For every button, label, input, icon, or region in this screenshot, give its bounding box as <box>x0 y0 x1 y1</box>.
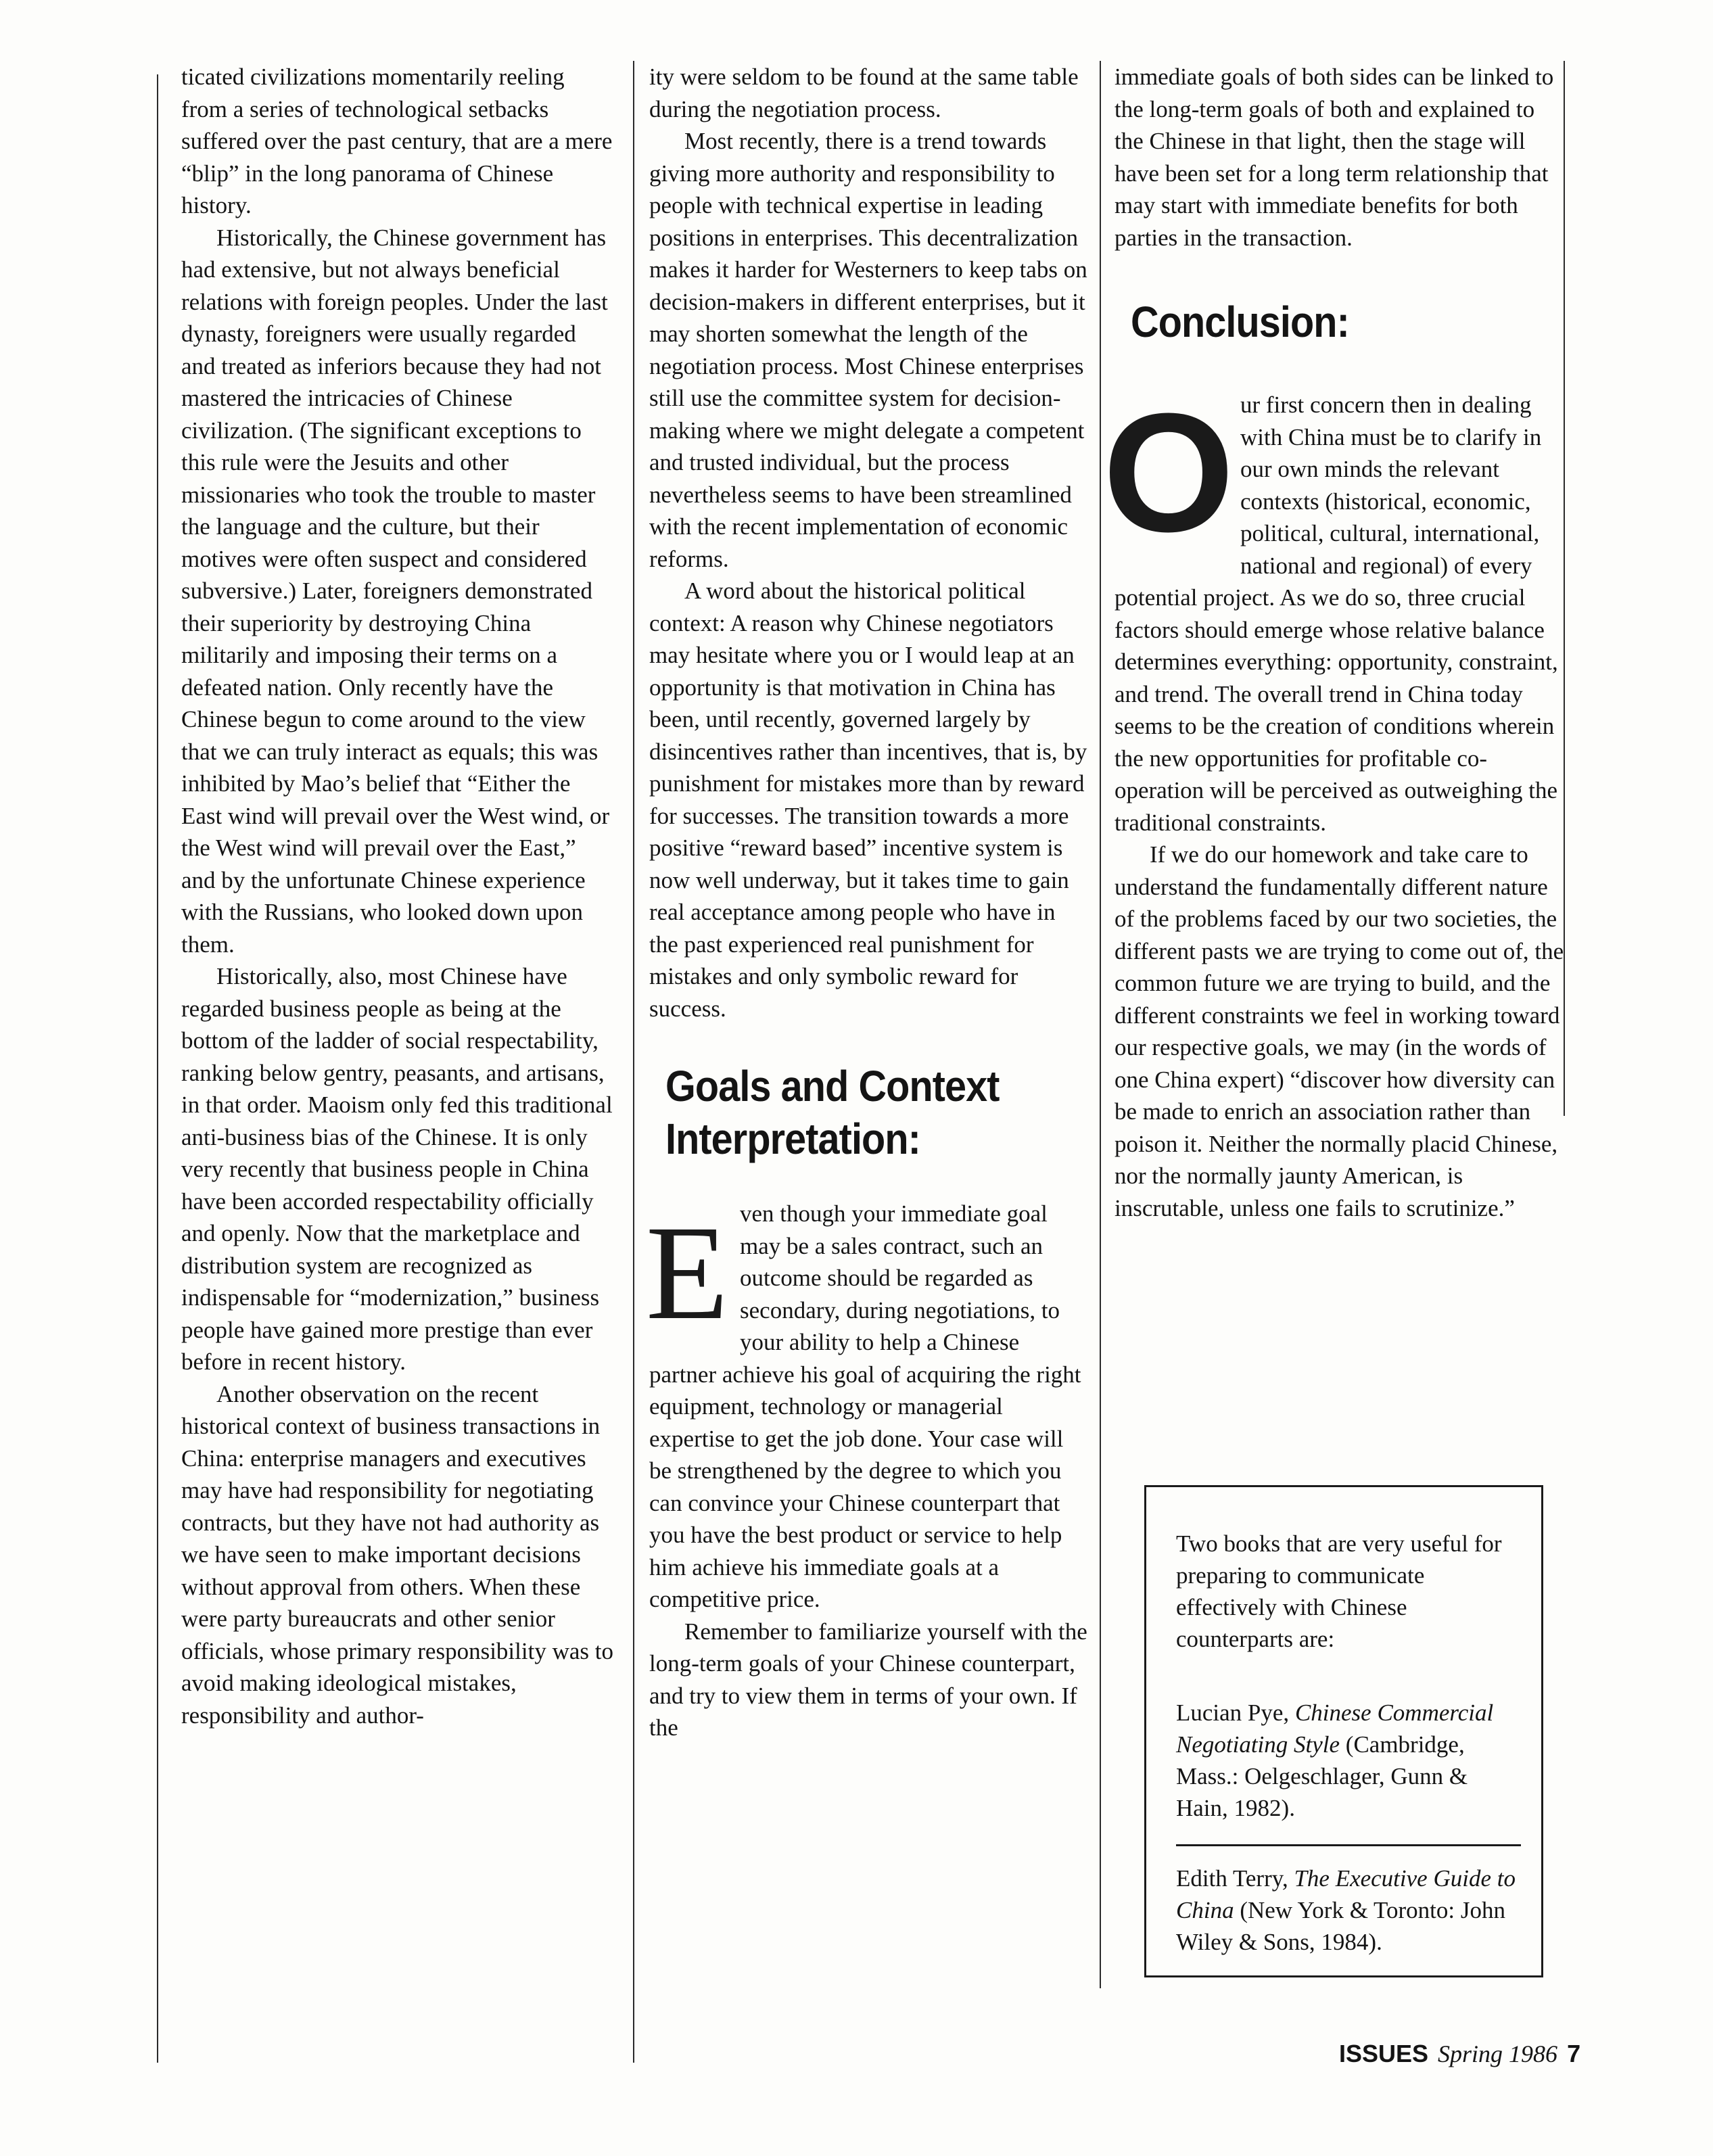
column-rule-2 <box>1100 61 1101 1988</box>
books-sidebar <box>1144 1485 1543 1977</box>
column-rule-left <box>157 74 158 2063</box>
column-2 <box>645 61 1089 1744</box>
column-1 <box>181 61 614 1731</box>
book1-author: Lucian Pye, <box>1176 1700 1290 1726</box>
col3-paragraph-1: immediate goals of both sides can be linked to the long-term goals of both and explained to the Chinese in that light, then the stage will have been set for a long term relationship that may start with immediate benefits for both parties in the transaction. <box>1114 64 1554 251</box>
col2-paragraph-1: ity were seldom to be found at the same table during the negotiation process. <box>649 64 1079 122</box>
col2-paragraph-3: A word about the historical political context: A reason why Chinese negotiators may hesitate where you or I would leap at an opportunity is that motivation in China has been, until recently, governed largely by disincentives rather than incentives, that is, by punishment for mistakes more than by reward for successes. The transition towards a more positive “reward based” incentive system is now well underway, but it takes time to gain real acceptance among people who have in the past experienced real punishment for mistakes and only symbolic reward for success. <box>649 578 1087 1022</box>
conclusion-heading: Conclusion: <box>1131 298 1349 346</box>
issue-season: Spring 1986 <box>1438 2040 1558 2067</box>
book2-publisher: (New York & Toronto: John Wiley & Sons, 1984). <box>1176 1897 1505 1955</box>
dropcap-o: O <box>1102 378 1235 567</box>
column-3 <box>1102 61 1564 1224</box>
col1-paragraph-1: ticated civilizations momentarily reeling from a series of technological setbacks suffered over the past century, that are a mere “blip” in the long panorama of Chinese history. <box>181 64 613 218</box>
book2-author: Edith Terry, <box>1176 1865 1288 1892</box>
col2-paragraph-5: Remember to familiarize yourself with the long-term goals of your Chinese counterpart, and try to view them in terms of your own. If the <box>649 1618 1087 1741</box>
col2-paragraph-4 <box>645 1198 1089 1616</box>
col3-paragraph-2 <box>1102 378 1564 839</box>
col1-paragraph-3: Historically, also, most Chinese have regarded business people as being at the bottom of the ladder of social respectability, ranking below gentry, peasants, and artisans, in that order. Maoism only fed this traditional anti-business bias of the Chinese. It is only very recently that business people in China have been accorded respectability officially and openly. Now that the marketplace and distribution system are recognized as indispensable for “modernization,” business people have gained more prestige than ever before in recent history. <box>181 963 613 1375</box>
goals-heading: Goals and Context Interpretation: <box>665 1062 1000 1163</box>
page-footer <box>1339 2040 1580 2068</box>
column-rule-1 <box>633 61 634 2063</box>
book1-publisher: (Cambridge, Mass.: Oelgeschlager, Gunn & Hain, 1982). <box>1176 1731 1468 1821</box>
page-number: 7 <box>1567 2040 1581 2067</box>
col1-paragraph-4: Another observation on the recent historical context of business transactions in China: enterprise managers and executives may have had responsibility for negotiating contracts, but they have not had authority as we have seen to make important decisions without approval from others. When these were party bureaucrats and other senior officials, whose primary responsibility was to avoid making ideological mistakes, responsibility and author- <box>181 1380 613 1729</box>
book1-title: Chinese Commercial Negotiating Style <box>1176 1700 1494 1758</box>
book-reference-2 <box>1176 1862 1521 1958</box>
magazine-name: ISSUES <box>1339 2040 1429 2067</box>
col1-paragraph-2: Historically, the Chinese government has had extensive, but not always beneficial relations with foreign peoples. Under the last dynasty, foreigners were usually regarded and treated as inferiors because they had not mastered the intricacies of Chinese civilization. (The significant exceptions to this rule were the Jesuits and other missionaries who took the trouble to master the language and the culture, but their motives were often suspect and considered subversive.) Later, foreigners demonstrated their superiority by destroying China militarily and imposing their terms on a defeated nation. Only recently have the Chinese begun to come around to the view that we can truly interact as equals; this was inhibited by Mao’s belief that “Either the East wind will prevail over the West wind, or the West wind will prevail over the East,” and by the unfortunate Chinese experience with the Russians, who looked down upon them. <box>181 224 610 958</box>
col2-paragraph-4-text: ven though your immediate goal may be a sales contract, such an outcome should be regarded as secondary, during negotiations, to your ability to help a Chinese partner achieve his goal of acquiring the right equipment, technology or managerial expertise to get the job done. Your case will be strengthened by the degree to which you can convince your Chinese counterpart that you have the best product or service to help him achieve his immediate goals at a competitive price. <box>649 1200 1081 1612</box>
col2-paragraph-2: Most recently, there is a trend towards giving more authority and responsibility to people with technical expertise in leading positions in enterprises. This decentralization makes it harder for Westerners to keep tabs on decision-makers in different enterprises, but it may shorten somewhat the length of the negotiation process. Most Chinese enterprises still use the committee system for decision-making where we might delegate a competent and trusted individual, but the process nevertheless seems to have been streamlined with the recent implementation of economic reforms. <box>649 128 1087 572</box>
sidebar-intro: Two books that are very useful for preparing to communicate effectively with Chinese counterparts are: <box>1176 1530 1502 1652</box>
book-reference-1 <box>1176 1697 1521 1846</box>
col3-paragraph-2-text: ur first concern then in dealing with China must be to clarify in our own minds the relevant contexts (historical, economic, political, cultural, international, national and regional) of every potential project. As we do so, three crucial factors should emerge whose relative balance determines everything: opportunity, constraint, and trend. The overall trend in China today seems to be the creation of conditions wherein the new opportunities for profitable co-operation will be perceived as outweighing the traditional constraints. <box>1114 392 1558 836</box>
col3-paragraph-3: If we do our homework and take care to understand the fundamentally different nature of the problems faced by our two societies, the different pasts we are trying to come out of, the common future we are trying to build, and the different constraints we feel in working toward our respective goals, we may (in the words of one China expert) “discover how diversity can be made to enrich an association rather than poison it. Neither the normally placid Chinese, nor the normally jaunty American, is inscrutable, unless one fails to scrutinize.” <box>1114 841 1564 1221</box>
dropcap-e: E <box>645 1198 729 1348</box>
book2-title: The Executive Guide to China <box>1176 1865 1516 1923</box>
